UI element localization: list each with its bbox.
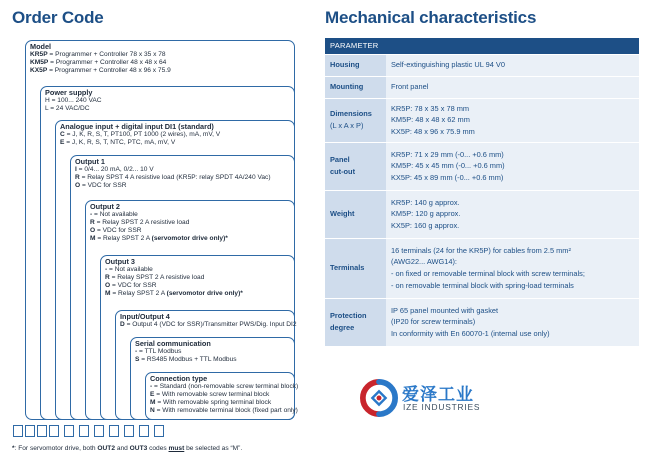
code-square bbox=[124, 425, 134, 437]
row-label: Protection degree bbox=[325, 298, 386, 346]
model-line: KM5P = Programmer + Controller 48 x 48 x 64 bbox=[30, 58, 167, 66]
output2-line: O = VDC for SSR bbox=[90, 226, 142, 234]
output2-block bbox=[90, 202, 228, 243]
serial-block bbox=[135, 339, 237, 364]
output3-line: - = Not available bbox=[105, 266, 153, 273]
output2-heading: Output 2 bbox=[90, 202, 120, 211]
analogue-heading: Analogue input + digital input DI1 (standard) bbox=[60, 122, 214, 131]
code-square bbox=[79, 425, 89, 437]
connection-block bbox=[150, 374, 298, 415]
order-code-title: Order Code bbox=[12, 8, 104, 27]
code-square bbox=[37, 425, 47, 437]
code-square bbox=[49, 425, 59, 437]
output3-line: R = Relay SPST 2 A resistive load bbox=[105, 273, 205, 281]
connection-heading: Connection type bbox=[150, 374, 208, 383]
analogue-block bbox=[60, 122, 220, 147]
row-label: Panel cut-out bbox=[325, 142, 386, 190]
table-row bbox=[325, 142, 639, 190]
table-row bbox=[325, 76, 639, 98]
io4-block bbox=[120, 312, 297, 329]
table-row bbox=[325, 238, 639, 298]
code-square bbox=[94, 425, 104, 437]
output1-heading: Output 1 bbox=[75, 157, 105, 166]
model-line: KX5P = Programmer + Controller 48 x 96 x 75.9 bbox=[30, 66, 171, 74]
row-value: KR5P: 78 x 35 x 78 mm KM5P: 48 x 48 x 62 mm KX5P: 48 x 96 x 75.9 mm bbox=[386, 98, 639, 142]
table-header-row bbox=[325, 38, 639, 54]
code-square bbox=[13, 425, 23, 437]
analogue-line: C = J, K, R, S, T, PT100, PT 1000 (2 wires), mA, mV, V bbox=[60, 131, 221, 138]
code-square bbox=[64, 425, 74, 437]
table-row bbox=[325, 54, 639, 76]
ize-logo-icon bbox=[360, 379, 398, 417]
output1-block bbox=[75, 157, 271, 190]
row-value: Self-extinguishing plastic UL 94 V0 bbox=[386, 54, 639, 76]
row-value: Front panel bbox=[386, 76, 639, 98]
power-block bbox=[45, 88, 102, 113]
row-label: Terminals bbox=[325, 238, 386, 298]
serial-heading: Serial communication bbox=[135, 339, 211, 348]
output2-line: M = Relay SPST 2 A (servomotor drive only)* bbox=[90, 234, 228, 242]
io4-heading: Input/Output 4 bbox=[120, 312, 170, 321]
connection-line: N = With removable terminal block (fixed part only) bbox=[150, 406, 298, 414]
model-line: KR5P = Programmer + Controller 78 x 35 x 78 bbox=[30, 51, 166, 58]
mechanical-title: Mechanical characteristics bbox=[325, 8, 537, 27]
model-heading: Model bbox=[30, 42, 52, 51]
serial-line: S = RS485 Modbus + TTL Modbus bbox=[135, 355, 237, 363]
row-value: KR5P: 140 g approx. KM5P: 120 g approx. KX5P: 160 g approx. bbox=[386, 190, 639, 238]
table-row bbox=[325, 190, 639, 238]
output2-line: R = Relay SPST 2 A resistive load bbox=[90, 218, 190, 226]
code-square bbox=[154, 425, 164, 437]
mechanical-table bbox=[325, 38, 639, 347]
parameter-header: PARAMETER bbox=[325, 38, 639, 54]
power-heading: Power supply bbox=[45, 88, 93, 97]
footnote: *: For servomotor drive, both OUT2 and OUT3 codes must be selected as “M”. bbox=[12, 445, 243, 452]
output3-heading: Output 3 bbox=[105, 257, 135, 266]
connection-line: E = With removable screw terminal block bbox=[150, 390, 270, 398]
code-square bbox=[109, 425, 119, 437]
row-value: IP 65 panel mounted with gasket (IP20 for screw terminals) In conformity with En 60070-1 (internal use only) bbox=[386, 298, 639, 346]
analogue-line: E = J, K, R, S, T, NTC, PTC, mA, mV, V bbox=[60, 138, 176, 146]
row-label: Weight bbox=[325, 190, 386, 238]
table-row bbox=[325, 98, 639, 142]
output2-line: - = Not available bbox=[90, 211, 138, 218]
power-line: H = 100... 240 VAC bbox=[45, 97, 102, 104]
code-square bbox=[25, 425, 35, 437]
model-block bbox=[30, 42, 171, 75]
io4-line: D = Output 4 (VDC for SSR)/Transmitter PWS/Dig. Input DI2 bbox=[120, 321, 297, 328]
connection-line: - = Standard (non-removable screw terminal block) bbox=[150, 383, 299, 390]
row-value: 16 terminals (24 for the KR5P) for cables from 2.5 mm² (AWG22... AWG14): - on fixed or removable terminal block with screw terminals; - on removable terminal block with spring-load terminals bbox=[386, 238, 639, 298]
output3-line: O = VDC for SSR bbox=[105, 281, 157, 289]
output1-line: O = VDC for SSR bbox=[75, 181, 127, 189]
logo-text-en: IZE INDUSTRIES bbox=[403, 402, 481, 412]
output3-block bbox=[105, 257, 243, 298]
output1-line: R = Relay SPST 4 A resistive load (KR5P: relay SPDT 4A/240 Vac) bbox=[75, 173, 271, 181]
power-line: L = 24 VAC/DC bbox=[45, 104, 90, 112]
logo-text-cn: 爱泽工业 bbox=[402, 385, 474, 405]
table-row bbox=[325, 298, 639, 346]
output3-line: M = Relay SPST 2 A (servomotor drive only)* bbox=[105, 289, 243, 297]
code-square bbox=[139, 425, 149, 437]
row-label: Dimensions (L x A x P) bbox=[325, 98, 386, 142]
output1-line: I = 0/4... 20 mA, 0/2... 10 V bbox=[75, 166, 154, 173]
row-value: KR5P: 71 x 29 mm (-0... +0.6 mm) KM5P: 45 x 45 mm (-0... +0.6 mm) KX5P: 45 x 89 mm (-0... +0.6 mm) bbox=[386, 142, 639, 190]
row-label: Mounting bbox=[325, 76, 386, 98]
connection-line: M = With removable spring terminal block bbox=[150, 398, 272, 406]
row-label: Housing bbox=[325, 54, 386, 76]
serial-line: - = TTL Modbus bbox=[135, 348, 182, 355]
